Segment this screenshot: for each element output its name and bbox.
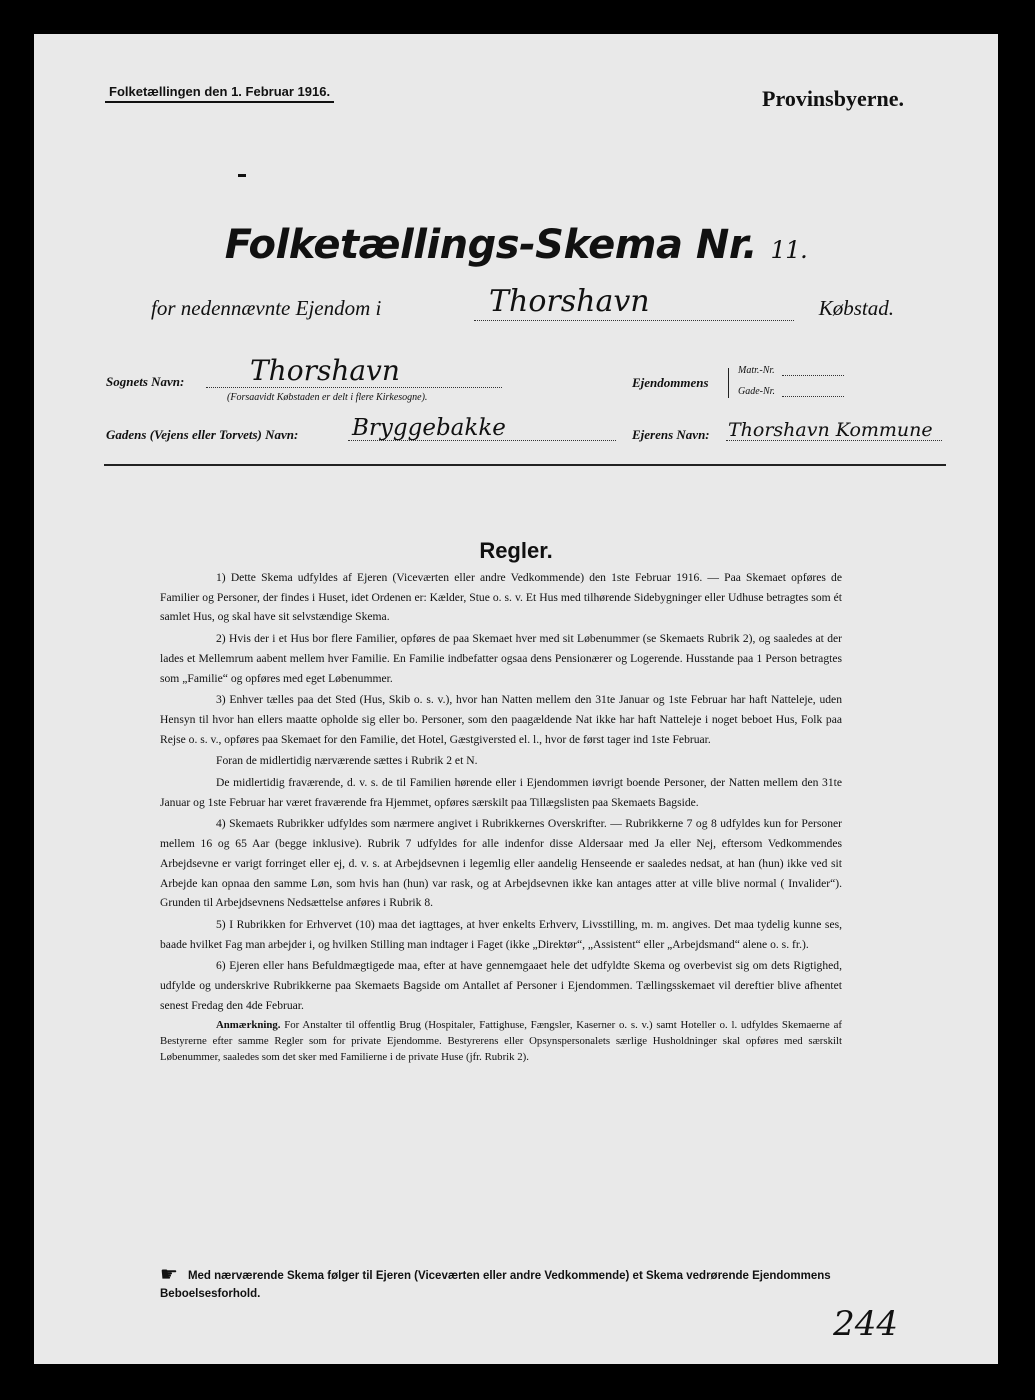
street-label: Gadens (Vejens eller Torvets) Navn: xyxy=(106,427,299,442)
property-brace xyxy=(728,368,729,398)
town-suffix: Købstad. xyxy=(818,296,894,320)
rules-body xyxy=(160,568,842,1067)
rule-paragraph-3-temporary-present: Foran de midlertidig nærværende sættes i Rubrik 2 et N. xyxy=(216,754,478,768)
rule-paragraph-3: 3) Enhver tælles paa det Sted (Hus, Skib o. s. v.), hvor han Natten mellem den 31te Januar og 1ste Februar har haft Natteleje, uden Hensyn til hvor han ellers maatte opholde sig eller bo. Personer, som den paagældende Nat ikke har haft Natteleje i noget beboet Hus, Folk paa Rejse o. s. v., opføres paa Skemaet for den Familie, det Hotel, Gæstgiversted el. l., hvor de først tager ind 1ste Februar. xyxy=(160,693,842,746)
parish-label: Sognets Navn: xyxy=(106,374,185,389)
note-text: For Anstalter til offentlig Brug (Hospitaler, Fattighuse, Fængsler, Kaserner o. s. v.) samt Hoteller o. l. udfyldes Skemaerne af Bestyrerne efter samme Regler som for private Ejendomme. Bestyrerens eller Opsynspersonalets særlige Husholdninger skal opføres med særskilt Løbenummer, saaledes som det sker med Familierne i de private Huse (jfr. Rubrik 2). xyxy=(160,1019,842,1064)
rule-paragraph-4: 4) Skemaets Rubrikker udfyldes som nærmere angivet i Rubrikkernes Overskrifter. — Rubrikkerne 7 og 8 udfyldes kun for Personer mellem 16 og 65 Aar (begge inklusive). Rubrik 7 udfyldes for alle indenfor disse Aldersaar med Ja eller Nej, eftersom Vedkommendes Arbejdsevne er varigt forringet eller ej, d. v. s. at Arbejdsevnen i legemlig eller aandelig Henseende er saaledes nedsat, at han (hun) ikke ved sit Arbejde kan opnaa den samme Løn, som hvis han (hun) var rask, og at Arbejdsevnen ikke kan antages atter at ville blive normal ( Invalider“). Grunden til Arbejdsevnens Nedsættelse anføres i Rubrik 8. xyxy=(160,817,842,910)
region-heading: Provinsbyerne. xyxy=(762,86,904,111)
footer-text: Med nærværende Skema følger til Ejeren (Viceværten eller andre Vedkommende) et Skema vedrørende Ejendommens Beboelsesforhold. xyxy=(160,1270,831,1300)
gade-line xyxy=(782,396,844,397)
form-title-text: Folketællings-Skema Nr. xyxy=(224,222,758,268)
rule-note xyxy=(160,1017,842,1065)
gade-label: Gade-Nr. xyxy=(738,386,775,397)
matr-line xyxy=(782,375,844,376)
property-label: Ejendommens xyxy=(632,375,709,390)
census-date-heading: Folketællingen den 1. Februar 1916. xyxy=(105,84,334,103)
town-line xyxy=(474,320,794,321)
census-form-sheet xyxy=(34,34,998,1364)
rule-paragraph-5: 5) I Rubrikken for Erhvervet (10) maa det iagttages, at hver enkelts Erhverv, Livsstilling, m. m. angives. Det maa tydelig kunne ses, baade hvilket Fag man arbejder i, og hvilken Stilling man indtager i Faget (ikke „Direktør“, „Assistent“ eller „Arbejdsmand“ alene o. s. fr.). xyxy=(160,917,842,951)
parish-value-handwritten: Thorshavn xyxy=(250,354,400,387)
pointing-hand-icon: ☛ xyxy=(160,1264,178,1286)
rules-heading: Regler. xyxy=(479,538,553,563)
footer-notice xyxy=(160,1266,850,1303)
form-number-handwritten: 11. xyxy=(770,236,808,264)
rule-paragraph-6: 6) Ejeren eller hans Befuldmægtigede maa, efter at have gennemgaaet hele det udfyldte Skema og overbevist sig om dets Rigtighed, udfylde og underskrive Rubrikkerne paa Skemaets Bagside om Antallet af Personer i Ejendommen. Tællingsskemaet vil dereftier blive afhentet senest Fredag den 4de Februar. xyxy=(160,959,842,1012)
rule-paragraph-1: 1) Dette Skema udfyldes af Ejeren (Viceværten eller andre Vedkommende) den 1ste Februar 1916. — Paa Skemaet opføres de Familier og Personer, der findes i Huset, idet Ordenen er: Kælder, Stue o. s. v. Et Hus med tilhørende Sidebygninger eller Udhuse betragtes som ét samlet Hus, og skal have sit selvstændige Skema. xyxy=(160,571,842,624)
town-handwritten: Thorshavn xyxy=(489,284,650,319)
form-title xyxy=(34,222,998,268)
owner-value-handwritten: Thorshavn Kommune xyxy=(728,419,933,441)
parish-note: (Forsaavidt Købstaden er delt i flere Kirkesogne). xyxy=(227,392,428,403)
rule-paragraph-3-temporary-absent: De midlertidig fraværende, d. v. s. de til Familien hørende eller i Ejendommen iøvrigt boende Personer, der Natten mellem den 31te Januar og 1ste Februar har været fraværende fra Hjemmet, opføres særskilt paa Tillægslisten paa Skemaets Bagside. xyxy=(160,776,842,809)
page-number-handwritten: 244 xyxy=(833,1304,898,1344)
note-label: Anmærkning. xyxy=(216,1019,281,1032)
parish-line xyxy=(206,387,502,388)
street-value-handwritten: Bryggebakke xyxy=(352,415,506,441)
matr-label: Matr.-Nr. xyxy=(738,365,775,376)
rule-paragraph-2: 2) Hvis der i et Hus bor flere Familier, opføres de paa Skemaet hver med sit Løbenummer (se Skemaets Rubrik 2), og saaledes at der lades et Mellemrum aabent mellem hver Familie. En Familie indbefatter ogsaa dens Pensionærer og Logerende. Husstande paa 1 Person betragtes som „Familie“ og opføres med eget Løbenummer. xyxy=(160,632,842,685)
section-divider xyxy=(104,464,946,466)
ink-mark xyxy=(238,174,246,177)
owner-label: Ejerens Navn: xyxy=(632,427,710,442)
property-line-prefix: for nedennævnte Ejendom i xyxy=(151,296,382,320)
